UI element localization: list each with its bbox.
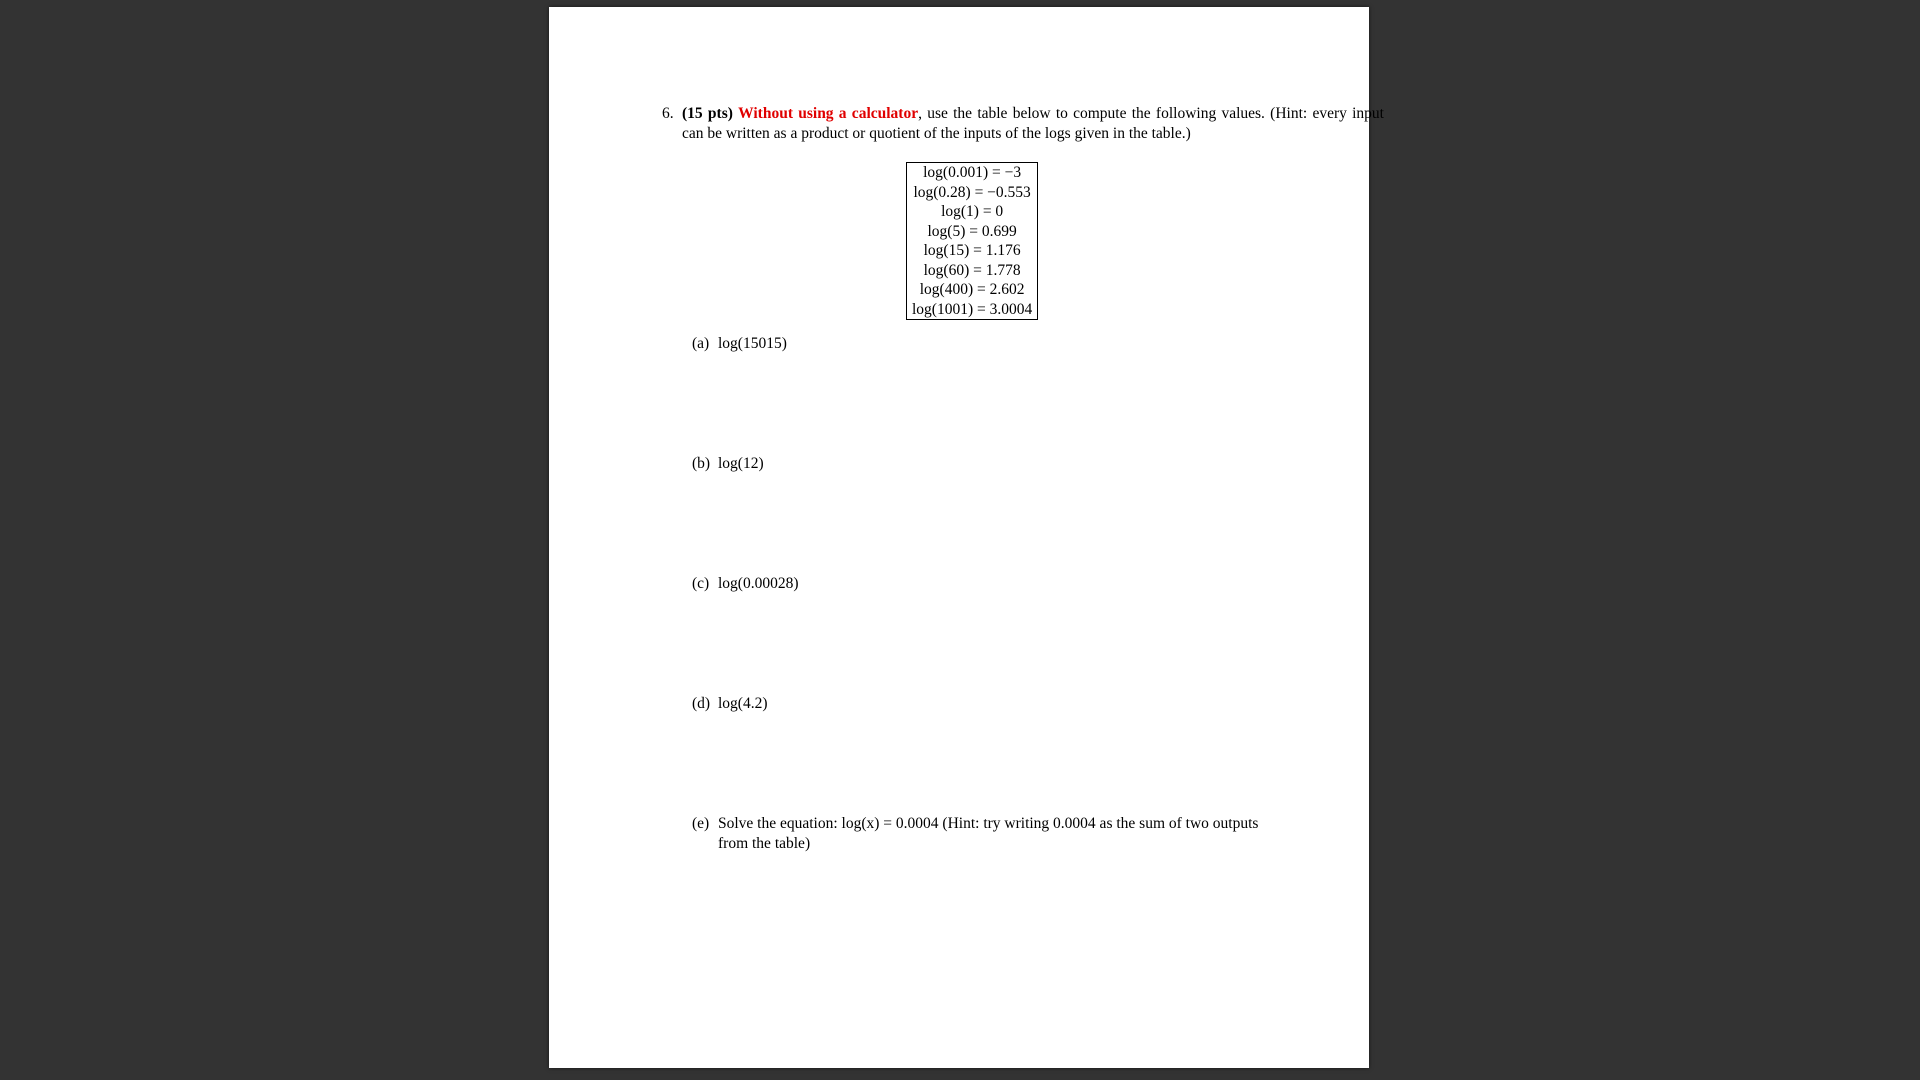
log-table-row: log(0.28) = −0.553 bbox=[913, 183, 1031, 201]
problem-emphasis: Without using a calculator bbox=[738, 105, 919, 122]
part-text: log(12) bbox=[718, 455, 764, 472]
log-table-row: log(1) = 0 bbox=[941, 203, 1004, 220]
log-table-row: log(5) = 0.699 bbox=[927, 222, 1017, 240]
problem-body bbox=[682, 104, 1384, 143]
log-table-row: log(400) = 2.602 bbox=[919, 281, 1025, 298]
part-c bbox=[692, 574, 1282, 594]
log-table-row: log(60) = 1.778 bbox=[923, 261, 1021, 279]
part-text: Solve the equation: log(x) = 0.0004 (Hint: try writing 0.0004 as the sum of two outputs from the table) bbox=[718, 815, 1259, 852]
problem-statement bbox=[662, 104, 1384, 143]
part-d bbox=[692, 694, 1282, 714]
log-table-row: log(1001) = 3.0004 bbox=[912, 300, 1033, 318]
problem-instruction: , use the table below to compute the following values. (Hint: every input can be written as a product or quotient of the inputs of the logs given in the table.) bbox=[682, 105, 1384, 142]
problem-points: (15 pts) bbox=[682, 105, 733, 122]
document-page bbox=[549, 7, 1384, 1068]
problem-number: 6. bbox=[662, 105, 674, 122]
log-table bbox=[906, 162, 1038, 320]
part-a bbox=[692, 334, 1282, 354]
part-text: log(15015) bbox=[718, 335, 787, 352]
part-text: log(4.2) bbox=[718, 695, 768, 712]
log-table-row: log(0.001) = −3 bbox=[923, 164, 1022, 181]
part-label: (d) bbox=[692, 695, 711, 712]
part-e bbox=[692, 814, 1282, 854]
part-label: (b) bbox=[692, 455, 711, 472]
part-b bbox=[692, 454, 1282, 474]
part-label: (e) bbox=[692, 815, 710, 832]
part-label: (c) bbox=[692, 575, 710, 592]
part-label: (a) bbox=[692, 335, 710, 352]
part-text: log(0.00028) bbox=[718, 575, 799, 592]
log-table-row: log(15) = 1.176 bbox=[923, 242, 1021, 259]
